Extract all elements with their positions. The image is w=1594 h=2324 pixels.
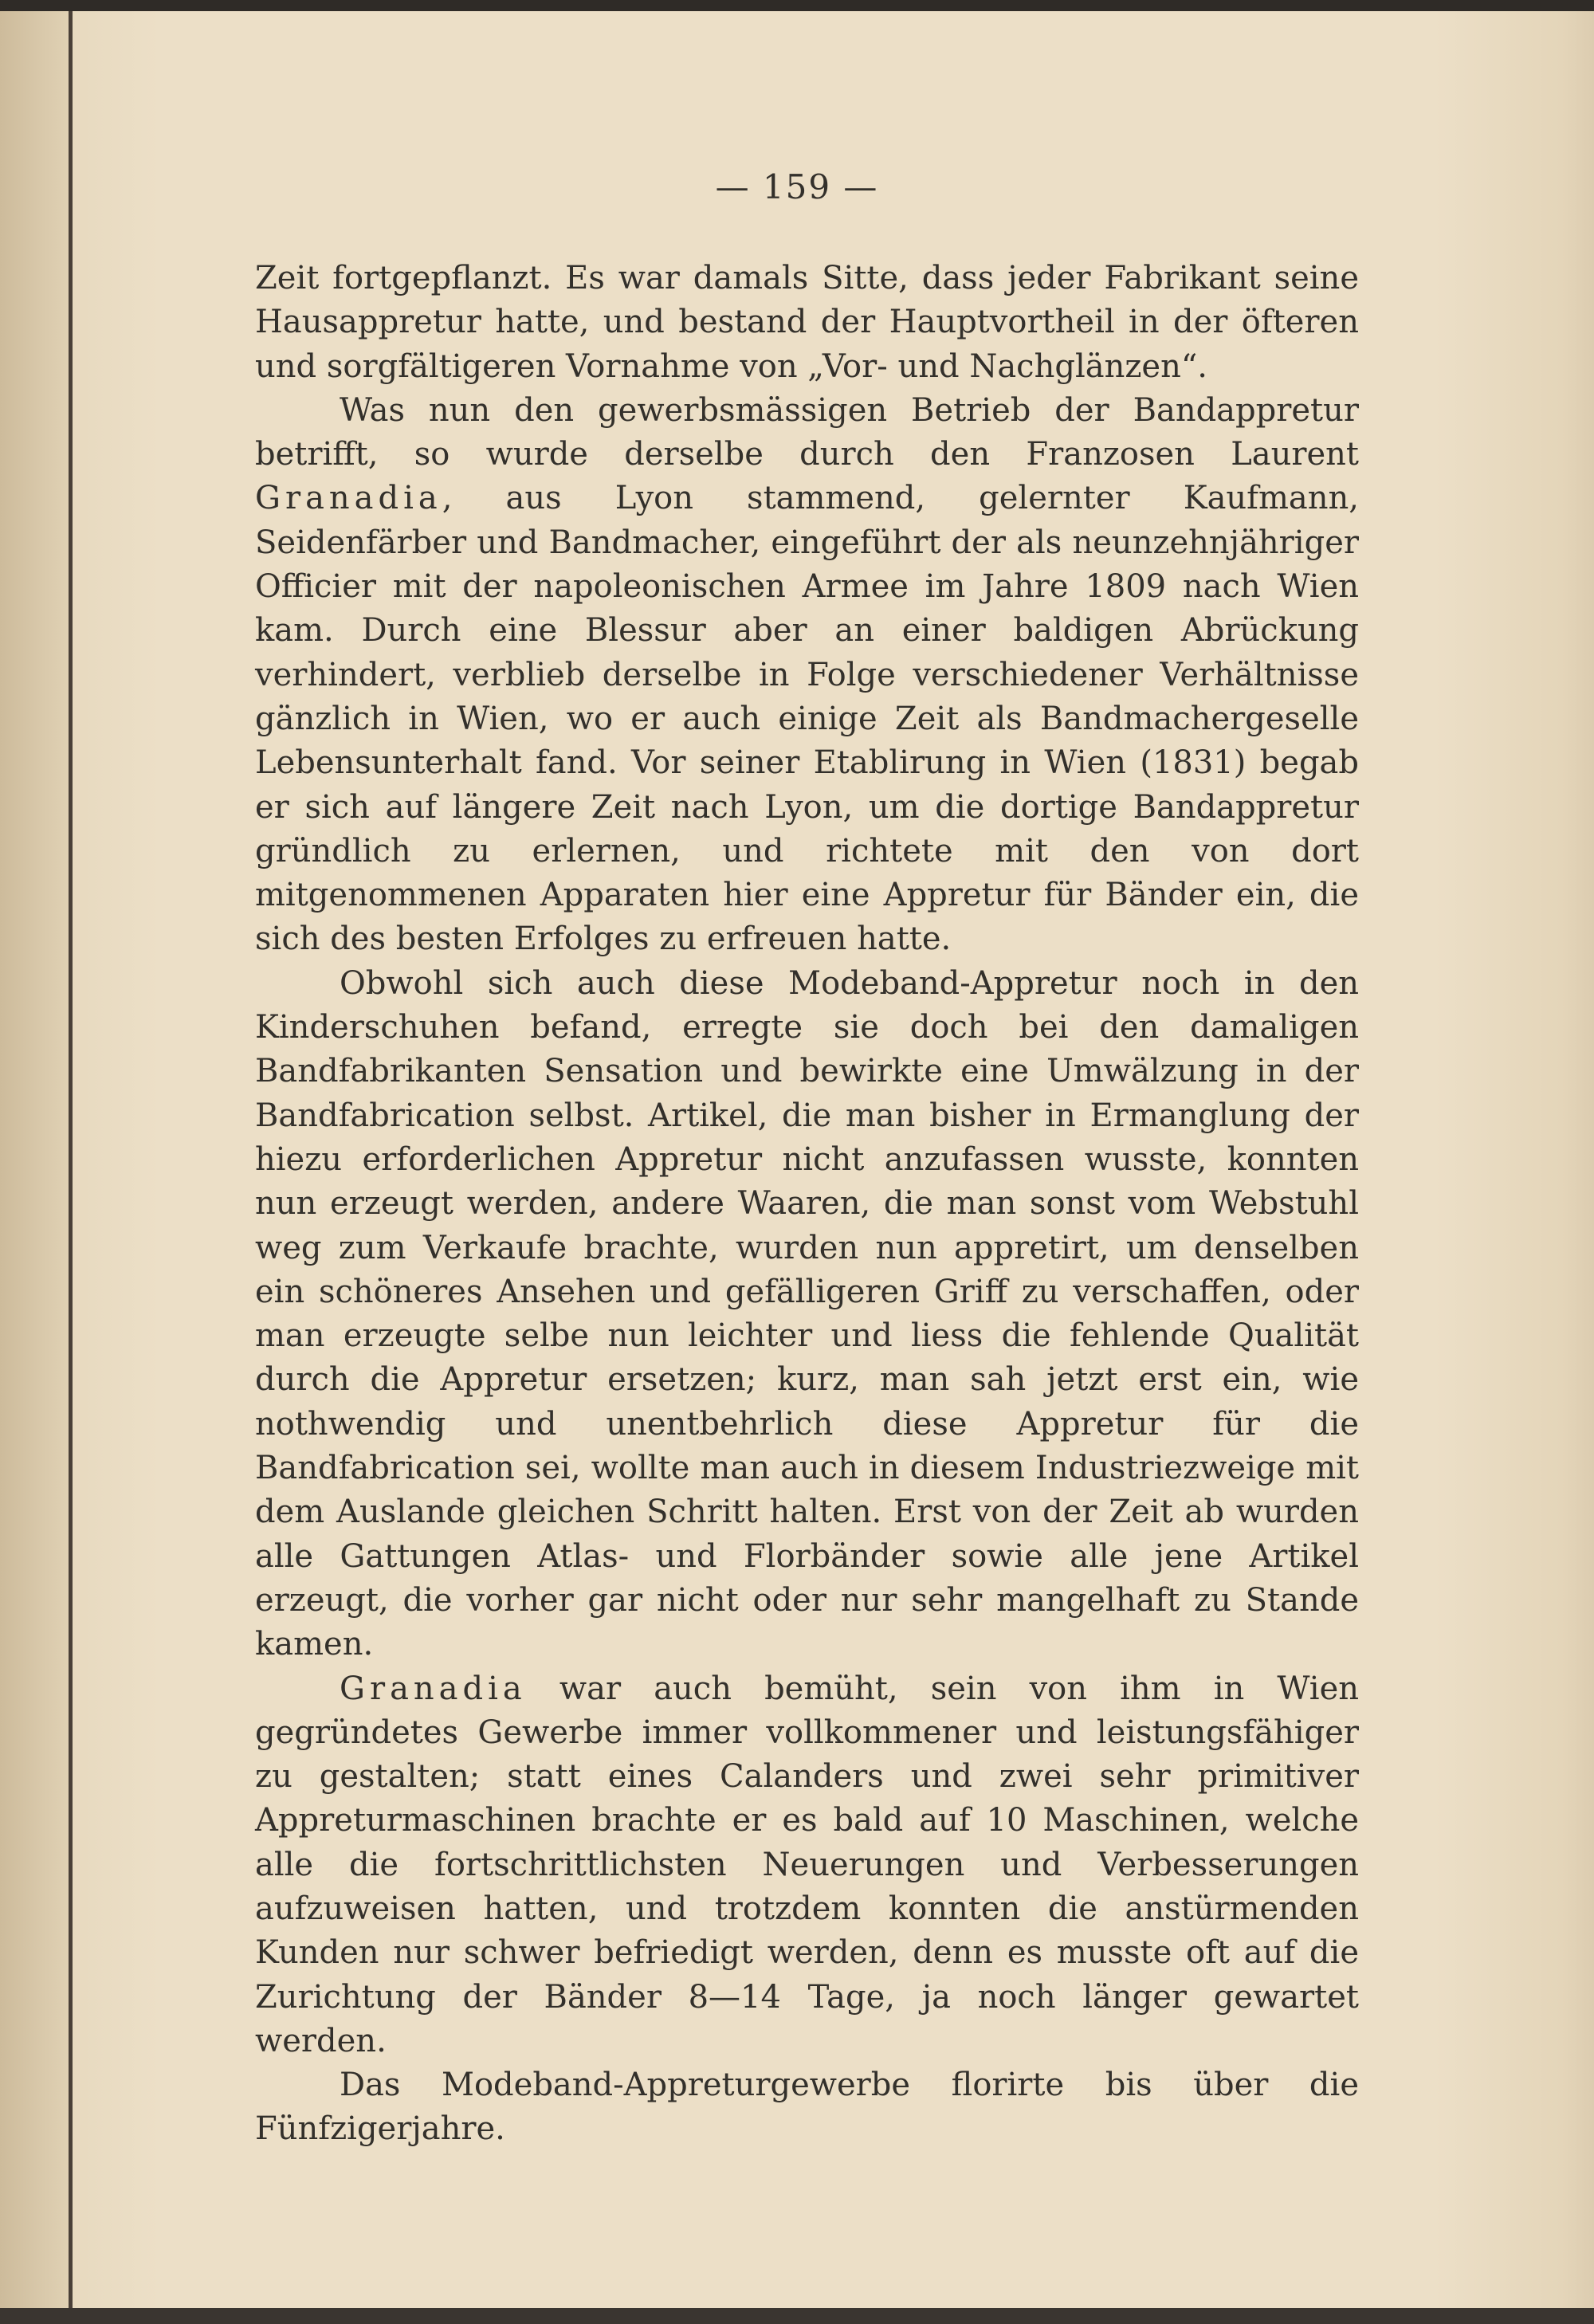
binding-edge — [69, 11, 73, 2308]
gutter-shadow — [0, 11, 69, 2308]
spaced-name: Granadia — [340, 1670, 527, 1707]
body-text — [255, 257, 1359, 2152]
text-run: Was nun den gewerbsmässigen Betrieb der Bandappretur betrifft, so wurde derselbe durch den Franzosen Laurent — [255, 391, 1359, 473]
scan-top-edge — [0, 0, 1594, 11]
text-run: , aus Lyon stammend, gelernter Kaufmann, Seidenfärber und Bandmacher, eingeführt der als neunzehnjähriger Officier mit der napoleonischen Armee im Jahre 1809 nach Wien kam. Durch eine Blessur aber an einer baldigen Abrückung verhindert, verblieb derselbe in Folge verschiedener Verhältnisse gänzlich in Wien, wo er auch einige Zeit als Bandmachergeselle Lebensunterhalt fand. Vor seiner Etablirung in Wien (1831) begab er sich auf längere Zeit nach Lyon, um die dortige Bandappretur gründlich zu erlernen, und richtete mit den von dort mitgenommenen Apparaten hier eine Appretur für Bänder ein, die sich des besten Erfolges zu erfreuen hatte. — [255, 480, 1359, 958]
page-number: — 159 — — [715, 167, 879, 206]
paragraph — [255, 1667, 1359, 2064]
paragraph — [255, 962, 1359, 1667]
spaced-name: Granadia — [255, 480, 442, 517]
text-run: Zeit fortgepflanzt. Es war damals Sitte, dass jeder Fabrikant seine Hausappretur hatte, und bestand der Hauptvortheil in der öfteren und sorgfältigeren Vornahme von „Vor- und Nachglänzen“. — [255, 260, 1359, 385]
paragraph — [255, 257, 1359, 389]
scan-bottom-edge — [0, 2308, 1594, 2324]
text-run: Obwohl sich auch diese Modeband-Appretur noch in den Kinderschuhen befand, erregte sie doch bei den damaligen Bandfabrikanten Sensation und bewirkte eine Umwälzung in der Bandfabrication selbst. Artikel, die man bisher in Ermanglung der hiezu erforderlichen Appretur nicht anzufassen wusste, konnten nun erzeugt werden, andere Waaren, die man sonst vom Webstuhl weg zum Verkaufe brachte, wurden nun appretirt, um denselben ein schöneres Ansehen und gefälligeren Griff zu verschaffen, oder man erzeugte selbe nun leichter und liess die fehlende Qualität durch die Appretur ersetzen; kurz, man sah jetzt erst ein, wie nothwendig und unentbehrlich diese Appretur für die Bandfabrication sei, wollte man auch in diesem Industriezweige mit dem Auslande gleichen Schritt halten. Erst von der Zeit ab wurden alle Gattungen Atlas- und Florbänder sowie alle jene Artikel erzeugt, die vorher gar nicht oder nur sehr mangelhaft zu Stande kamen. — [255, 964, 1359, 1663]
text-run: war auch bemüht, sein von ihm in Wien gegründetes Gewerbe immer vollkommener und leistungsfähiger zu gestalten; statt eines Calanders und zwei sehr primitiver Appreturmaschinen brachte er es bald auf 10 Maschinen, welche alle die fortschrittlichsten Neuerungen und Verbesserungen aufzuweisen hatten, und trotzdem konnten die anstürmenden Kunden nur schwer befriedigt werden, denn es musste oft auf die Zurichtung der Bänder 8—14 Tage, ja noch länger gewartet werden. — [255, 1670, 1359, 2059]
paragraph — [255, 389, 1359, 962]
text-run: Das Modeband-Appreturgewerbe florirte bis über die Fünfzigerjahre. — [255, 2067, 1359, 2148]
paragraph — [255, 2063, 1359, 2152]
